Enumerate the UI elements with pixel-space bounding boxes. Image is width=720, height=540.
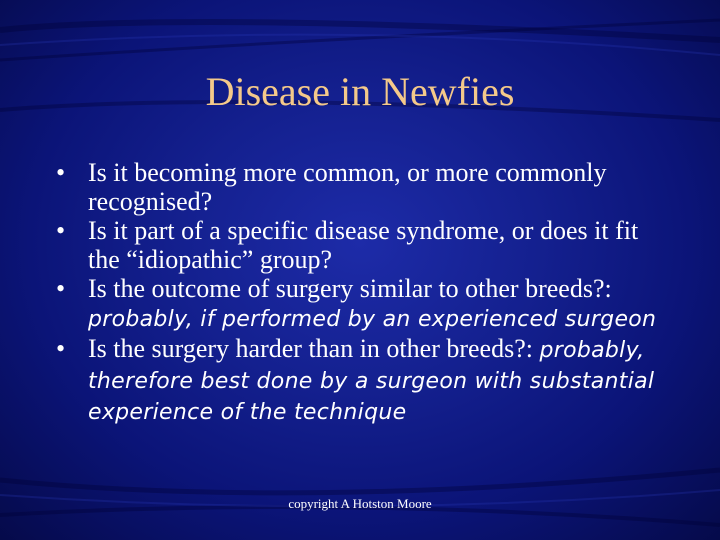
bullet-icon: •: [56, 274, 66, 303]
bullet-item: [56, 158, 676, 216]
bullet-text: Is the outcome of surgery similar to other breeds?:: [88, 274, 612, 303]
bullet-icon: •: [56, 216, 66, 245]
bullet-item: [56, 216, 676, 274]
bullet-text: Is it part of a specific disease syndrome, or does it fit the “idiopathic” group?: [88, 216, 639, 274]
bullet-item: [56, 274, 676, 334]
bullet-icon: •: [56, 158, 66, 187]
bullet-answer: probably, if performed by an experienced surgeon: [88, 307, 657, 332]
bullet-text: Is it becoming more common, or more commonly recognised?: [88, 158, 607, 216]
copyright-footer: copyright A Hotston Moore: [288, 496, 432, 511]
bullet-item: [56, 334, 676, 427]
bullet-icon: •: [56, 334, 66, 363]
bullet-list: [56, 158, 676, 427]
bullet-text: Is the surgery harder than in other breeds?:: [88, 334, 540, 363]
slide-title: Disease in Newfies: [205, 69, 515, 114]
bullet-answer: probably, therefore best done by a surgeon with substantial experience of the technique: [88, 338, 655, 425]
